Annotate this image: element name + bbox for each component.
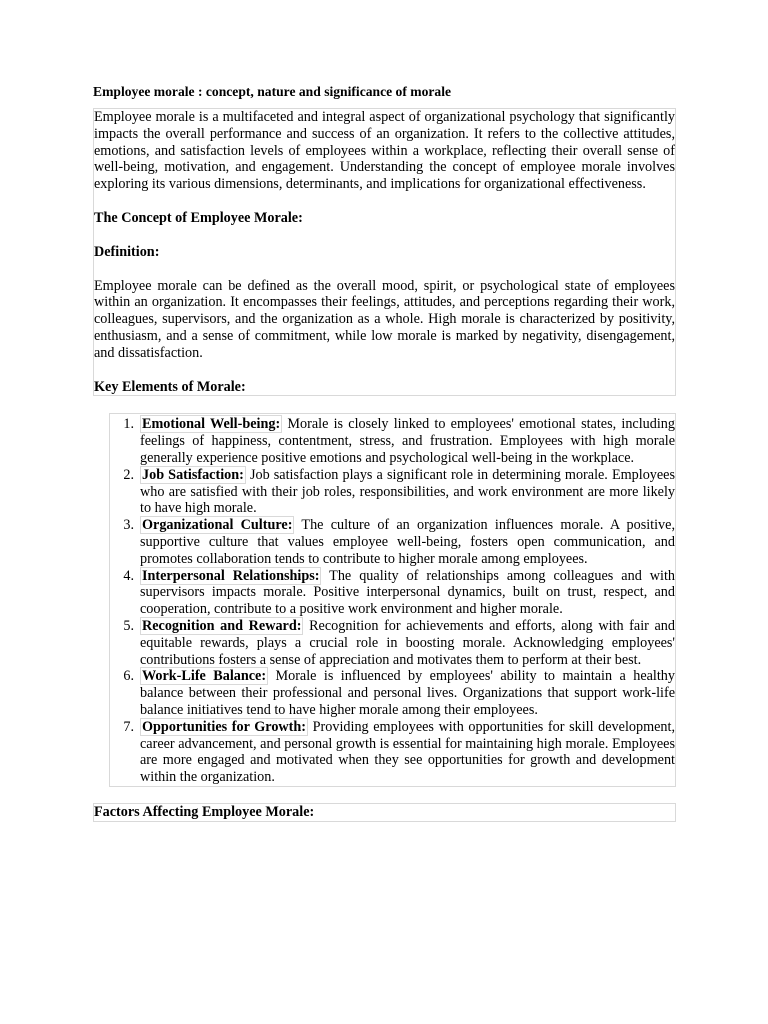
list-term: Job Satisfaction: [142,466,244,483]
list-term: Interpersonal Relationships: [142,567,320,584]
list-item [123,466,676,517]
list-term: Recognition and Reward: [142,617,302,634]
list-number: 3. [123,517,134,534]
list-term: Opportunities for Growth: [142,718,307,735]
list-term: Emotional Well-being: [142,416,281,433]
factors-section [93,803,676,822]
document-page [93,84,676,822]
list-text: Morale is influenced by employees' ability to maintain a healthy balance between their professional and personal lives. Organizations that support work-life balance initiatives tend to have higher morale among their employees. [140,668,675,718]
key-elements-list-box [109,413,676,787]
concept-heading: The Concept of Employee Morale: [94,209,303,226]
list-item [123,567,675,618]
definition-heading: Definition: [94,243,160,260]
key-elements-list [110,416,675,786]
concept-section [93,108,676,396]
list-item [123,668,675,718]
list-text: The culture of an organization influences morale. A positive, supportive culture that values employee well-being, fosters open communication, and promotes collaboration tends to contribute to higher morale among employees. [140,517,675,567]
document-title: Employee morale : concept, nature and significance of morale [93,84,452,99]
list-text: Recognition for achievements and efforts, along with fair and equitable rewards, plays a crucial role in boosting morale. Acknowledging employees' contributions fosters a sense of appreciation and motivates them to perform at their best. [140,617,675,668]
list-item [123,718,675,786]
intro-paragraph: Employee morale is a multifaceted and integral aspect of organizational psychology that significantly impacts the overall performance and success of an organization. It refers to the collective attitudes, emotions, and satisfaction levels of employees within a workplace, reflecting their overall sense of well-being, motivation, and engagement. Understanding the concept of employee morale involves exploring its various dimensions, determinants, and implications for organizational effectiveness. [94,109,675,193]
list-term: Organizational Culture: [142,517,293,534]
list-term: Work-Life Balance: [142,668,267,685]
list-number: 4. [123,567,134,584]
list-item [123,416,675,466]
list-number: 2. [123,466,134,483]
list-text: Providing employees with opportunities for skill development, career advancement, and personal growth is essential for maintaining high morale. Employees are more engaged and motivated when they see opportunities for growth and development within the organization. [140,718,675,786]
list-number: 7. [123,718,134,735]
list-item [123,517,675,567]
list-number: 1. [123,416,134,433]
list-text: The quality of relationships among colleagues and with supervisors impacts morale. Positive interpersonal dynamics, built on trust, respect, and cooperation, contribute to a positive work environment and higher morale. [140,567,675,618]
factors-heading: Factors Affecting Employee Morale: [94,803,315,820]
definition-paragraph: Employee morale can be defined as the overall mood, spirit, or psychological state of employees within an organization. It encompasses their feelings, attitudes, and perceptions regarding their work, colleagues, supervisors, and the organization as a whole. High morale is characterized by positivity, enthusiasm, and a sense of commitment, while low morale is marked by negativity, disengagement, and dissatisfaction. [94,277,675,361]
list-number: 6. [123,668,134,685]
list-number: 5. [123,617,134,634]
list-text: Morale is closely linked to employees' emotional states, including feelings of happiness, contentment, stress, and frustration. Employees with high morale generally experience positive emotions and psychological well-being in the workplace. [140,416,675,466]
key-elements-heading: Key Elements of Morale: [94,378,246,395]
list-item [123,617,675,668]
list-text: Job satisfaction plays a significant role in determining morale. Employees who are satisfied with their job roles, responsibilities, and work environment are more likely to have high morale. [140,466,676,517]
